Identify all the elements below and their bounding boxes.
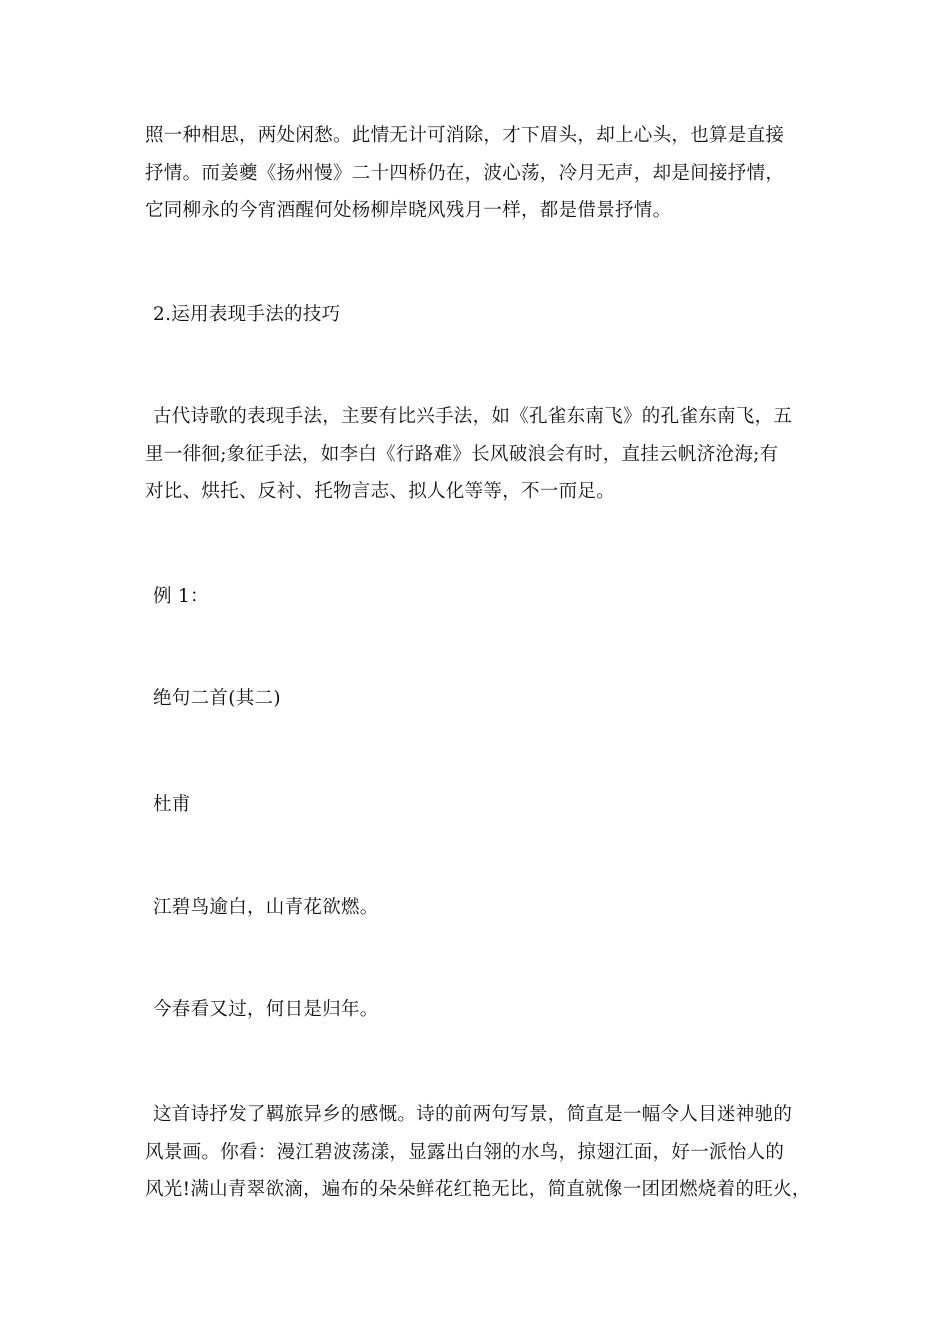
paragraph-lyric-techniques: [145, 117, 825, 230]
poem-title: 绝句二首(其二): [153, 688, 281, 709]
poem-line: 江碧鸟逾白，山青花欲燃。: [153, 897, 379, 918]
text-line: 抒情。而姜夔《扬州慢》二十四桥仍在，波心荡，冷月无声，却是间接抒情，: [145, 162, 785, 184]
text-line: 古代诗歌的表现手法，主要有比兴手法，如《孔雀东南飞》的孔雀东南飞，五: [153, 406, 793, 427]
example-label: 例 1：: [153, 586, 209, 607]
poem-author: 杜甫: [153, 794, 191, 815]
text-line: 风光!满山青翠欲滴，遍布的朵朵鲜花红艳无比，简直就像一团团燃烧着的旺火，: [145, 1179, 811, 1201]
section-heading: 2.运用表现手法的技巧: [153, 304, 341, 325]
text-line: 里一徘徊;象征手法，如李白《行路难》长风破浪会有时，直挂云帆济沧海;有: [145, 443, 779, 465]
text-line: 对比、烘托、反衬、托物言志、拟人化等等，不一而足。: [145, 481, 616, 503]
text-line: 这首诗抒发了羁旅异乡的感慨。诗的前两句写景，简直是一幅令人目迷神驰的: [153, 1104, 793, 1125]
text-line: 风景画。你看：漫江碧波荡漾，显露出白翎的水鸟，掠翅江面，好一派怡人的: [145, 1141, 785, 1163]
text-line: 照一种相思，两处闲愁。此情无计可消除，才下眉头，却上心头，也算是直接: [145, 125, 785, 146]
paragraph-expression-techniques: [145, 398, 825, 511]
paragraph-poem-analysis: [145, 1096, 825, 1209]
text-line: 它同柳永的今宵酒醒何处杨柳岸晓风残月一样，都是借景抒情。: [145, 200, 672, 222]
poem-line: 今春看又过，何日是归年。: [153, 999, 379, 1020]
